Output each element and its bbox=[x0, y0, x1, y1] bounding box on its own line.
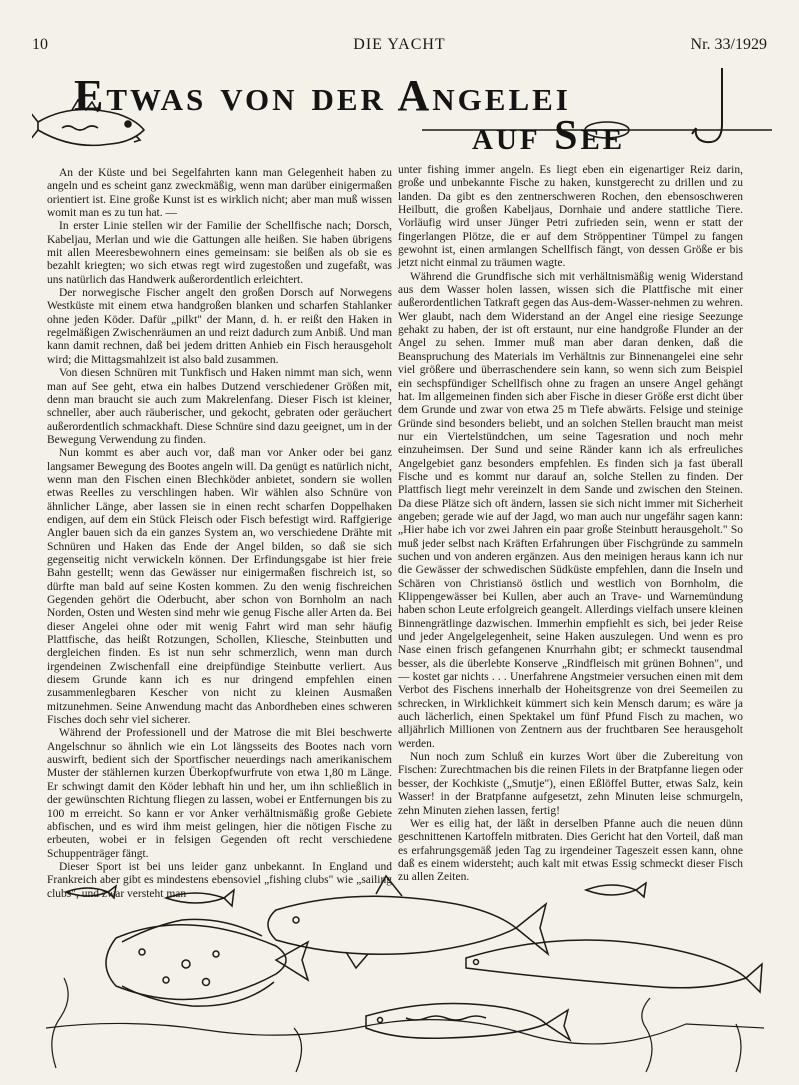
left-text-column bbox=[47, 167, 392, 901]
paragraph: Dieser Sport ist bei uns leider ganz unbekannt. In England und Frankreich aber gibt es mindestens ebensoviel „fishing clubs" wie „sailing clubs", und zwar versteht man bbox=[47, 860, 392, 900]
paragraph: Nun noch zum Schluß ein kurzes Wort über die Zubereitung von Fischen: Zurechtmachen bis die reinen Filets in der Bratpfanne liegen oder besser, der Kochkiste („Smutje"), einen Eßlöffel Butter, etwas Salz, kein Wasser! in der Bratpfanne aufgesetzt, zehn Minuten leise schmurgeln, zehn Minuten ziehen lassen, fertig! bbox=[398, 751, 743, 817]
paragraph: Der norwegische Fischer angelt den großen Dorsch auf Norwegens Westküste mit einem etwa handgroßen blanken und scharfen Stahlanker ohne jeden Köder. Dafür „pilkt" der Mann, d. h. er reißt den Haken in regelmäßigen Zwischenräumen an und reizt dadurch zum Anbiß. Und man kann damit rechnen, daß bei jedem dritten Anhieb ein Fisch herausgeholt wird; die Mittagsmahlzeit ist also bald zusammen. bbox=[47, 287, 392, 366]
paragraph: Von diesen Schnüren mit Tunkfisch und Haken nimmt man sich, wenn man auf See geht, etwa ein halbes Dutzend verschiedener Größen mit, denn man braucht sie auch zum Makrelenfang. Dieser Fisch ist kleiner, schneller, aber auch räuberischer, und gekocht, gebraten oder geräuchert außerordentlich schmackhaft. Diese Schnüre sind dazu geeignet, um in der Bewegung Verwendung zu finden. bbox=[47, 367, 392, 446]
paragraph: Während die Grundfische sich mit verhältnismäßig wenig Widerstand aus dem Wasser holen lassen, wissen sich die Plattfische mit einer außerordentlichen Tatkraft gegen das Aus-dem-Wasser-nehmen zu wehren. Wer glaubt, nach dem Widerstand an der Angel eine riesige Seezunge gehakt zu haben, der ist oft erstaunt, nur eine handgroße Flunder an der Angel zu sehen. Immer muß man aber daran denken, daß die Beanspruchung des Materials im Verhältnis zur Binnenangelei eine sehr viel größere und überraschendere sein kann, so wenn sich zum Beispiel ein sechspfündiger Schellfisch ohne zu fragen an unsere Angel gehängt hat. Im allgemeinen finden sich aber Fische in dieser Größe erst dicht über dem Grunde und zwar von etwa 25 m Tiefe abwärts. Felsige und steinige Gründe sind besonders beliebt, und an solchen Stellen braucht man meist nur ein Viertelstündchen, um seine Tagesration und noch mehr einzuheimsen. Der Sund und seine Ränder kann ich als erfreuliches Angelgebiet ganz besonders empfehlen. Es finden sich ja fast überall Fische und es kommt nur darauf an, solche Stellen zu finden. Der Plattfisch liegt mehr vereinzelt in dem Sande und zwischen den Steinen. Da diese Plätze sich oft ändern, lassen sie sich nicht immer mit Sicherheit angeben; gerade wie auf der Jagd, wo man auch nur ungefähr sagen kann: „Hier habe ich vor zwei Jahren ein paar große Steinbutt herausgeholt." So muß jeder selbst nach Kräften Erfahrungen über Fischgründe zu sammeln suchen und von anderen ergänzen. Aus den meinigen heraus kann ich nur die Gewässer der schwedischen Südküste empfehlen, dann die Inseln und Schären von Christiansö östlich und westlich von Bornholm, die Klippengewässer bei Kullen, aber auch an Trave- und Warnemündung haben schon Leute erfolgreich geangelt. Allerdings vielfach unsere kleinen Binnengrätlinge dazwischen. Immerhin empfiehlt es sich, bei jeder Reise und jeder Angelgelegenheit, seine Haken auszulegen. Und wenn es pro Nase einen frisch gefangenen Knurrhahn gibt; er schmeckt tausendmal besser, als die überlebte Konserve „Rindfleisch mit grünen Bohnen", und — kostet gar nichts . . . Unerfahrene Angstmeier versuchen einen mit dem Verbot des Fischens innerhalb der Hoheitsgrenze von drei Seemeilen zu schrecken, in Wirklichkeit kümmert sich kein Mensch darum; es wäre ja auch lächerlich, einen Spektakel um fünf Pfund Fisch zu machen, wo alljährlich Millionen von Zentnern aus der fruchtbaren See herausgeholt werden. bbox=[398, 270, 743, 750]
eel-drawing bbox=[466, 940, 762, 992]
paragraph: An der Küste und bei Segelfahrten kann man Gelegenheit haben zu angeln und es scheint ganz zweckmäßig, wenn man darüber einigermaßen orientiert ist. Eine große Kunst ist es wirklich nicht; aber man muß wissen womit man es zu tun hat. — bbox=[47, 167, 392, 220]
page-number: 10 bbox=[32, 36, 48, 53]
small-fish-drawing bbox=[66, 883, 646, 906]
title-line-2: auf See bbox=[472, 113, 626, 159]
page-header bbox=[32, 36, 767, 56]
journal-title: DIE YACHT bbox=[353, 36, 446, 53]
paragraph: Nun kommt es aber auch vor, daß man vor Anker oder bei ganz langsamer Bewegung des Bootes angeln will. Da genügt es natürlich nicht, wenn man den Fischen einen Blechköder anbietet, sondern sie wollen etwas Reelles zu verschlingen haben. Wir wählen also Schnüre von ähnlicher Länge, aber lassen sie in einen recht scharfen Doppelhaken endigen, auf dem ein Stück Fleisch oder Fisch befestigt wird. Raffgierige Angler bauen sich da ein ganzes System an, wo verschiedene Drähte mit Schnüren und Haken das Ende der Angel bilden, so daß sie sich gegenseitig nicht verwickeln können. Der Erfindungsgabe ist hier freie Bahn gestellt; wenn das Gewässer nur einigermaßen fischreich ist, so dürfte man bald auf seine Kosten kommen. Zu den wenig fischreichen Gegenden gehört die Oderbucht, aber schon von Bornholm an nach Norden, Osten und Westen sind mehr wie genug Fische aller Arten da. Bei dieser Angelei ohne oder mit wenig Fahrt wird man sehr häufig Plattfische, das heißt Rotzungen, Schollen, Kliesche, Steinbutten und dergleichen finden. Es ist nun sehr schmerzlich, wenn man durch irgendeinen Zwischenfall eine dreipfündige Steinbutte verliert. Aus diesem Grunde kann ich es nur dringend empfehlen einen zusammenlegbaren Kescher von nicht zu kleinen Ausmaßen mitzunehmen. Seine Anwendung macht das Anbordheben eines schweren Fisches doch sehr viel sicherer. bbox=[47, 447, 392, 727]
title-line-1: Etwas von der Angelei bbox=[74, 71, 571, 120]
right-text-column bbox=[398, 164, 743, 885]
flatfish-drawing bbox=[106, 919, 308, 1006]
fish-school-illustration-icon bbox=[46, 868, 764, 1073]
cod-drawing bbox=[268, 876, 548, 968]
article-title bbox=[32, 64, 772, 164]
paragraph: Während der Professionell und der Matrose die mit Blei beschwerte Angelschnur so ähnlich wie ein Lot längsseits des Bootes nach vorn auswirft, bedient sich der Sportfischer neuerdings nach amerikanischem Muster der stählernen kurzen Überkopfwurfrute von etwa 1,80 m Länge. Er schwingt damit den Köder lebhaft hin und her, um ihn schließlich in der gewünschten Richtung fliegen zu lassen, wobei er Entfernungen bis zu 100 m erreicht. So kann er vor Anker verhältnismäßig große Gebiete abfischen, und es wird ihm meist gelingen, hier die nötigen Fische zu erbeuten, wobei er in felsigen Gegenden oft recht verschiedene Schuppenträger fängt. bbox=[47, 727, 392, 860]
paragraph: In erster Linie stellen wir der Familie der Schellfische nach; Dorsch, Kabeljau, Merlan und wie die Gattungen alle heißen. Sie haben übrigens mit allen Meeresbewohnern eines gemeinsam: sie beißen als ob sie es bezahlt kriegten; wo sich etwas regt wird zugestoßen und zugefaßt, was uns natürlich das Handwerk außerordentlich erleichtert. bbox=[47, 220, 392, 286]
fishing-hook-icon bbox=[692, 68, 722, 142]
paragraph: unter fishing immer angeln. Es liegt eben ein eigenartiger Reiz darin, große und unbekannte Fische zu haken, kunstgerecht zu drillen und zu landen. Da gibt es den zentnerschweren Rochen, den ebensoschweren Heilbutt, die großen Kabeljaus, Dornhaie und andere stattliche Tiere. Vorläufig wird unser Jünger Petri zufrieden sein, wenn er statt der fingerlangen Plötze, die er auf dem Ströppentiner Tümpel zu fangen gewohnt ist, einen armlangen Schellfisch fängt, von dessen Größe er bis jetzt nicht einmal zu träumen wagte. bbox=[398, 164, 743, 270]
paragraph: Wer es eilig hat, der läßt in derselben Pfanne auch die neuen dünn geschnittenen Kartoffeln mitbraten. Dies Gericht hat den Vorteil, daß man es erfahrungsgemäß jeden Tag zu irgendeiner Tageszeit essen kann, ohne daß es einem widersteht; auch kalt mit etwas Essig schmeckt dieser Fisch zu allen Zeiten. bbox=[398, 817, 743, 884]
issue-number: Nr. 33/1929 bbox=[690, 36, 767, 53]
